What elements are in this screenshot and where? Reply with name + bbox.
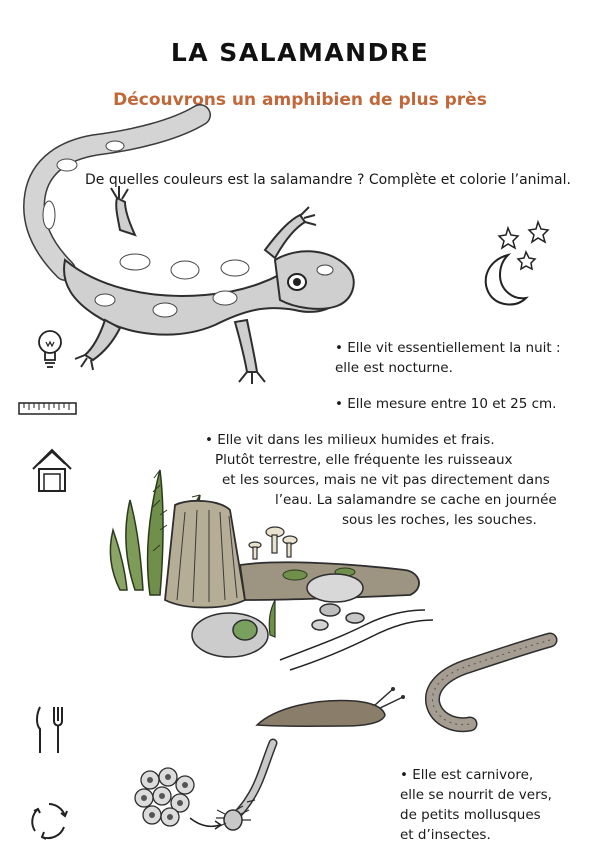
page-title: LA SALAMANDRE [170, 38, 430, 67]
worm-illustration [425, 632, 555, 732]
fork-knife-icon [32, 705, 68, 755]
moon-stars-icon [468, 220, 558, 310]
cycle-icon [28, 800, 70, 842]
instruction-text: De quelles couleurs est la salamandre ? Complète et colorie l’animal. [85, 172, 571, 188]
fact-diet: • Elle est carnivore, elle se nourrit de vers, de petits mollusques et d’insectes. [400, 767, 552, 843]
fact-nocturnal: • Elle vit essentiellement la nuit : elle est nocturne. [335, 340, 561, 376]
page-subtitle: Découvrons un amphibien de plus près [113, 90, 487, 110]
salamander-illustration [25, 110, 355, 400]
slug-illustration [255, 683, 405, 733]
house-icon [30, 447, 74, 493]
habitat-illustration [105, 450, 435, 680]
lightbulb-icon [35, 328, 65, 373]
fact-size: • Elle mesure entre 10 et 25 cm. [335, 396, 557, 412]
fact-habitat: • Elle vit dans les milieux humides et frais. Plutôt terrestre, elle fréquente les ruisseaux et les sources, mais ne vit pas directement dans l’eau. La salamandre se cache en journée sous les roches, les souches. [205, 432, 557, 528]
larva-illustration [185, 738, 285, 838]
ruler-icon [18, 402, 78, 416]
